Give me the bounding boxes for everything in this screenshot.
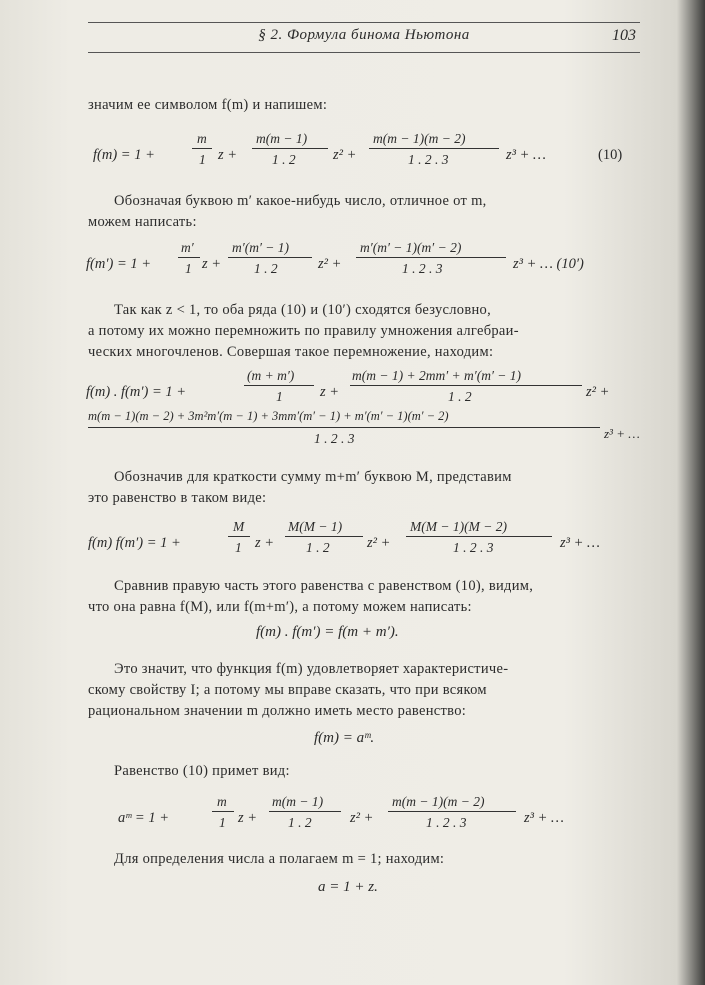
- formula-10-t1-z: z +: [218, 147, 238, 163]
- fM-t1-num: M: [233, 519, 245, 534]
- product-t1-z: z +: [320, 384, 340, 400]
- fraction-bar: [406, 536, 552, 537]
- formula-10p-t3-den: 1 . 2 . 3: [402, 261, 443, 276]
- fM-t1-z: z +: [255, 535, 275, 551]
- fraction-bar: [252, 148, 328, 149]
- formula-10-t3-z: z³ + …: [506, 147, 546, 163]
- paragraph-4-line-2: это равенство в таком виде:: [88, 490, 267, 506]
- paragraph-intro: значим ее символом f(m) и напишем:: [88, 97, 328, 113]
- paragraph-2-line-2: можем написать:: [88, 214, 197, 230]
- formula-10-t3-den: 1 . 2 . 3: [408, 152, 449, 167]
- paragraph-2-line-1: Обозначая буквою m′ какое-нибудь число, отличное от m,: [114, 193, 487, 209]
- paragraph-6-line-2: скому свойству I; а потому мы вправе сказать, что при всяком: [88, 682, 487, 698]
- product-t2-den: 1 . 2: [448, 389, 472, 404]
- product-t2-z: z² +: [586, 384, 610, 400]
- fa-t2-z: z² +: [350, 810, 374, 826]
- fM-t3-z: z³ + …: [560, 535, 600, 551]
- formula-10-t2-z: z² +: [333, 147, 357, 163]
- paragraph-3-line-2: а потому их можно перемножить по правилу умножения алгебраи-: [88, 323, 519, 339]
- fraction-bar: [192, 148, 212, 149]
- product-t2-num: m(m − 1) + 2mm′ + m′(m′ − 1): [352, 368, 522, 383]
- formula-10-t2-den: 1 . 2: [272, 152, 296, 167]
- paragraph-3-line-3: ческих многочленов. Совершая такое перемножение, находим:: [88, 344, 494, 360]
- fa-t3-den: 1 . 2 . 3: [426, 815, 467, 830]
- fM-t1-den: 1: [235, 540, 242, 555]
- formula-10-t1-num: m: [197, 131, 207, 146]
- formula-10p-t2-den: 1 . 2: [254, 261, 278, 276]
- fraction-bar: [369, 148, 499, 149]
- fraction-bar: [228, 536, 250, 537]
- formula-10p-t1-den: 1: [185, 261, 192, 276]
- fraction-bar: [388, 811, 516, 812]
- fraction-bar: [212, 811, 234, 812]
- paragraph-6-line-1: Это значит, что функция f(m) удовлетворяет характеристиче-: [114, 661, 509, 677]
- fM-t2-z: z² +: [367, 535, 391, 551]
- formula-sum: f(m) . f(m′) = f(m + m′).: [256, 624, 399, 640]
- formula-10-lhs: f(m) = 1 +: [93, 147, 155, 163]
- formula-10p-lhs: f(m′) = 1 +: [86, 256, 152, 272]
- formula-10p-t1-z: z +: [202, 256, 222, 272]
- formula-10p-t2-num: m′(m′ − 1): [232, 240, 290, 255]
- product-lhs: f(m) . f(m′) = 1 +: [86, 384, 187, 400]
- paragraph-5-line-1: Сравнив правую часть этого равенства с равенством (10), видим,: [114, 578, 534, 594]
- fraction-bar: [356, 257, 506, 258]
- fM-t2-num: M(M − 1): [288, 519, 343, 534]
- fM-t3-num: M(M − 1)(M − 2): [410, 519, 507, 534]
- formula-10p-t1-num: m′: [181, 240, 194, 255]
- product-t3-z: z³ + …: [604, 426, 640, 441]
- paragraph-4-line-1: Обозначив для краткости сумму m+m′ буквою M, представим: [114, 469, 512, 485]
- product-t1-den: 1: [276, 389, 283, 404]
- product-t1-num: (m + m′): [247, 368, 295, 383]
- fraction-bar: [285, 536, 363, 537]
- fa-t2-den: 1 . 2: [288, 815, 312, 830]
- fraction-bar: [178, 257, 200, 258]
- formula-power: f(m) = aᵐ.: [314, 730, 375, 746]
- fa-t3-num: m(m − 1)(m − 2): [392, 794, 485, 809]
- header-bottom-rule: [88, 52, 640, 53]
- fraction-bar: [350, 385, 582, 386]
- fM-t3-den: 1 . 2 . 3: [453, 540, 494, 555]
- formula-a-value: a = 1 + z.: [318, 879, 378, 895]
- formula-10-tag: (10): [598, 147, 623, 163]
- fa-t1-den: 1: [219, 815, 226, 830]
- product-t3-num: m(m − 1)(m − 2) + 3m²m′(m − 1) + 3mm′(m′ − 1) + m′(m′ − 1)(m′ − 2): [88, 409, 449, 423]
- running-header: [88, 27, 640, 53]
- formula-10p-t2-z: z² +: [318, 256, 342, 272]
- fM-t2-den: 1 . 2: [306, 540, 330, 555]
- fa-t3-z: z³ + …: [524, 810, 564, 826]
- formula-10p-t3-num: m′(m′ − 1)(m′ − 2): [360, 240, 462, 255]
- formula-10-t1-den: 1: [199, 152, 206, 167]
- fraction-bar: [88, 427, 600, 428]
- header-title: § 2. Формула бинома Ньютона: [258, 27, 470, 43]
- fraction-bar: [228, 257, 312, 258]
- fa-t2-num: m(m − 1): [272, 794, 324, 809]
- header-top-rule: [88, 22, 640, 23]
- fa-t1-num: m: [217, 794, 227, 809]
- fraction-bar: [244, 385, 314, 386]
- fraction-bar: [269, 811, 341, 812]
- fa-lhs: aᵐ = 1 +: [118, 810, 169, 826]
- paragraph-3-line-1: Так как z < 1, то оба ряда (10) и (10′) сходятся безусловно,: [114, 302, 492, 318]
- paragraph-6-line-3: рациональном значении m должно иметь место равенство:: [88, 703, 467, 719]
- product-t3-den: 1 . 2 . 3: [314, 431, 355, 446]
- fa-t1-z: z +: [238, 810, 258, 826]
- page-number: 103: [612, 27, 636, 44]
- formula-10-t2-num: m(m − 1): [256, 131, 308, 146]
- paragraph-5-line-2: что она равна f(M), или f(m+m′), а потому можем написать:: [88, 599, 472, 615]
- paragraph-7: Равенство (10) примет вид:: [114, 763, 290, 779]
- formula-10p-t3-z: z³ + … (10′): [513, 256, 584, 272]
- formula-10-t3-num: m(m − 1)(m − 2): [373, 131, 466, 146]
- fM-lhs: f(m) f(m′) = 1 +: [88, 535, 181, 551]
- paragraph-8: Для определения числа a полагаем m = 1; находим:: [114, 851, 445, 867]
